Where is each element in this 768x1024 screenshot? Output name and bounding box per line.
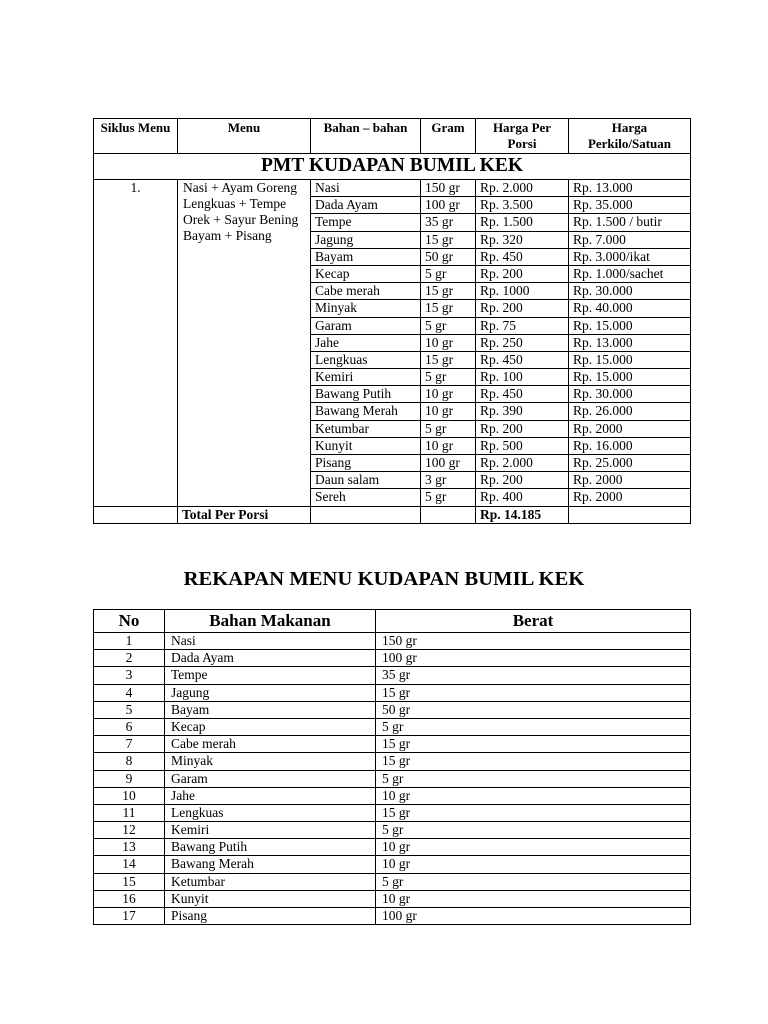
bahan-cell: Ketumbar bbox=[311, 420, 421, 437]
no-cell: 10 bbox=[94, 787, 165, 804]
gram-cell: 5 gr bbox=[421, 369, 476, 386]
berat-cell: 5 gr bbox=[376, 873, 691, 890]
bahan-cell: Bayam bbox=[311, 248, 421, 265]
bahan-cell: Sereh bbox=[311, 489, 421, 506]
bahan-cell: Jahe bbox=[311, 334, 421, 351]
total-row bbox=[94, 506, 691, 523]
bahan-makanan-cell: Garam bbox=[165, 770, 376, 787]
gram-cell: 15 gr bbox=[421, 231, 476, 248]
gram-cell: 5 gr bbox=[421, 317, 476, 334]
gram-cell: 35 gr bbox=[421, 214, 476, 231]
bahan-makanan-cell: Bayam bbox=[165, 701, 376, 718]
table-row bbox=[94, 873, 691, 890]
header-no: No bbox=[94, 610, 165, 633]
harga-kilo-cell: Rp. 30.000 bbox=[569, 386, 691, 403]
table-title-row bbox=[94, 154, 691, 180]
harga-kilo-cell: Rp. 13.000 bbox=[569, 334, 691, 351]
berat-cell: 15 gr bbox=[376, 736, 691, 753]
harga-porsi-cell: Rp. 250 bbox=[476, 334, 569, 351]
harga-porsi-cell: Rp. 450 bbox=[476, 248, 569, 265]
harga-kilo-cell: Rp. 30.000 bbox=[569, 283, 691, 300]
harga-porsi-cell: Rp. 1.500 bbox=[476, 214, 569, 231]
harga-kilo-cell: Rp. 3.000/ikat bbox=[569, 248, 691, 265]
bahan-cell: Kunyit bbox=[311, 437, 421, 454]
berat-cell: 15 gr bbox=[376, 753, 691, 770]
harga-kilo-cell: Rp. 25.000 bbox=[569, 455, 691, 472]
harga-porsi-cell: Rp. 75 bbox=[476, 317, 569, 334]
table-row bbox=[94, 701, 691, 718]
no-cell: 15 bbox=[94, 873, 165, 890]
table-row bbox=[94, 667, 691, 684]
berat-cell: 10 gr bbox=[376, 856, 691, 873]
gram-cell: 15 gr bbox=[421, 300, 476, 317]
berat-cell: 10 gr bbox=[376, 839, 691, 856]
berat-cell: 100 gr bbox=[376, 908, 691, 925]
bahan-makanan-cell: Pisang bbox=[165, 908, 376, 925]
bahan-makanan-cell: Nasi bbox=[165, 633, 376, 650]
bahan-cell: Bawang Putih bbox=[311, 386, 421, 403]
total-empty-cell bbox=[421, 506, 476, 523]
bahan-makanan-cell: Jahe bbox=[165, 787, 376, 804]
table-row bbox=[94, 736, 691, 753]
recap-table bbox=[93, 609, 691, 925]
harga-porsi-cell: Rp. 200 bbox=[476, 420, 569, 437]
recap-heading: REKAPAN MENU KUDAPAN BUMIL KEK bbox=[183, 568, 585, 590]
table-row bbox=[94, 180, 691, 197]
no-cell: 5 bbox=[94, 701, 165, 718]
table-row bbox=[94, 804, 691, 821]
harga-porsi-cell: Rp. 200 bbox=[476, 265, 569, 282]
no-cell: 9 bbox=[94, 770, 165, 787]
no-cell: 4 bbox=[94, 684, 165, 701]
gram-cell: 5 gr bbox=[421, 489, 476, 506]
bahan-makanan-cell: Minyak bbox=[165, 753, 376, 770]
harga-porsi-cell: Rp. 1000 bbox=[476, 283, 569, 300]
table-row bbox=[94, 633, 691, 650]
bahan-makanan-cell: Bawang Putih bbox=[165, 839, 376, 856]
bahan-makanan-cell: Bawang Merah bbox=[165, 856, 376, 873]
header-bahan-makanan: Bahan Makanan bbox=[165, 610, 376, 633]
gram-cell: 50 gr bbox=[421, 248, 476, 265]
harga-kilo-cell: Rp. 26.000 bbox=[569, 403, 691, 420]
no-cell: 14 bbox=[94, 856, 165, 873]
table-row bbox=[94, 856, 691, 873]
total-empty-cell bbox=[311, 506, 421, 523]
harga-porsi-cell: Rp. 320 bbox=[476, 231, 569, 248]
harga-kilo-cell: Rp. 15.000 bbox=[569, 317, 691, 334]
bahan-makanan-cell: Cabe merah bbox=[165, 736, 376, 753]
table-title: PMT KUDAPAN BUMIL KEK bbox=[94, 154, 691, 180]
bahan-makanan-cell: Kemiri bbox=[165, 822, 376, 839]
harga-porsi-cell: Rp. 100 bbox=[476, 369, 569, 386]
harga-kilo-cell: Rp. 2000 bbox=[569, 489, 691, 506]
bahan-cell: Nasi bbox=[311, 180, 421, 197]
table-header-row bbox=[94, 610, 691, 633]
berat-cell: 5 gr bbox=[376, 718, 691, 735]
harga-kilo-cell: Rp. 40.000 bbox=[569, 300, 691, 317]
berat-cell: 15 gr bbox=[376, 684, 691, 701]
harga-kilo-cell: Rp. 16.000 bbox=[569, 437, 691, 454]
header-gram: Gram bbox=[421, 119, 476, 154]
gram-cell: 10 gr bbox=[421, 403, 476, 420]
bahan-cell: Daun salam bbox=[311, 472, 421, 489]
no-cell: 13 bbox=[94, 839, 165, 856]
siklus-cell: 1. bbox=[94, 180, 178, 507]
table-row bbox=[94, 890, 691, 907]
harga-kilo-cell: Rp. 1.500 / butir bbox=[569, 214, 691, 231]
no-cell: 8 bbox=[94, 753, 165, 770]
gram-cell: 100 gr bbox=[421, 455, 476, 472]
header-bahan: Bahan – bahan bbox=[311, 119, 421, 154]
gram-cell: 10 gr bbox=[421, 386, 476, 403]
harga-porsi-cell: Rp. 2.000 bbox=[476, 180, 569, 197]
berat-cell: 150 gr bbox=[376, 633, 691, 650]
berat-cell: 5 gr bbox=[376, 822, 691, 839]
bahan-cell: Cabe merah bbox=[311, 283, 421, 300]
table-row bbox=[94, 839, 691, 856]
gram-cell: 150 gr bbox=[421, 180, 476, 197]
pmt-menu-table bbox=[93, 118, 691, 524]
gram-cell: 5 gr bbox=[421, 420, 476, 437]
harga-porsi-cell: Rp. 450 bbox=[476, 351, 569, 368]
no-cell: 12 bbox=[94, 822, 165, 839]
total-label: Total Per Porsi bbox=[178, 506, 311, 523]
table-row bbox=[94, 684, 691, 701]
bahan-cell: Lengkuas bbox=[311, 351, 421, 368]
harga-kilo-cell: Rp. 35.000 bbox=[569, 197, 691, 214]
bahan-cell: Garam bbox=[311, 317, 421, 334]
bahan-cell: Tempe bbox=[311, 214, 421, 231]
berat-cell: 10 gr bbox=[376, 787, 691, 804]
total-empty-cell bbox=[94, 506, 178, 523]
berat-cell: 15 gr bbox=[376, 804, 691, 821]
harga-kilo-cell: Rp. 2000 bbox=[569, 472, 691, 489]
bahan-cell: Kemiri bbox=[311, 369, 421, 386]
berat-cell: 100 gr bbox=[376, 650, 691, 667]
total-empty-cell bbox=[569, 506, 691, 523]
harga-porsi-cell: Rp. 500 bbox=[476, 437, 569, 454]
harga-kilo-cell: Rp. 2000 bbox=[569, 420, 691, 437]
bahan-makanan-cell: Kecap bbox=[165, 718, 376, 735]
no-cell: 17 bbox=[94, 908, 165, 925]
harga-porsi-cell: Rp. 450 bbox=[476, 386, 569, 403]
gram-cell: 5 gr bbox=[421, 265, 476, 282]
berat-cell: 50 gr bbox=[376, 701, 691, 718]
harga-kilo-cell: Rp. 15.000 bbox=[569, 369, 691, 386]
harga-porsi-cell: Rp. 390 bbox=[476, 403, 569, 420]
bahan-cell: Pisang bbox=[311, 455, 421, 472]
table-row bbox=[94, 908, 691, 925]
bahan-makanan-cell: Kunyit bbox=[165, 890, 376, 907]
harga-porsi-cell: Rp. 400 bbox=[476, 489, 569, 506]
gram-cell: 3 gr bbox=[421, 472, 476, 489]
no-cell: 6 bbox=[94, 718, 165, 735]
no-cell: 11 bbox=[94, 804, 165, 821]
bahan-makanan-cell: Dada Ayam bbox=[165, 650, 376, 667]
table-row bbox=[94, 718, 691, 735]
header-harga-perkilo: Harga Perkilo/Satuan bbox=[569, 119, 691, 154]
header-siklus-menu: Siklus Menu bbox=[94, 119, 178, 154]
gram-cell: 10 gr bbox=[421, 334, 476, 351]
bahan-makanan-cell: Jagung bbox=[165, 684, 376, 701]
harga-porsi-cell: Rp. 2.000 bbox=[476, 455, 569, 472]
bahan-makanan-cell: Tempe bbox=[165, 667, 376, 684]
bahan-cell: Jagung bbox=[311, 231, 421, 248]
bahan-cell: Kecap bbox=[311, 265, 421, 282]
header-harga-per-porsi: Harga Per Porsi bbox=[476, 119, 569, 154]
menu-cell: Nasi + Ayam Goreng Lengkuas + Tempe Orek + Sayur Bening Bayam + Pisang bbox=[178, 180, 311, 507]
total-value: Rp. 14.185 bbox=[476, 506, 569, 523]
table-row bbox=[94, 650, 691, 667]
header-berat: Berat bbox=[376, 610, 691, 633]
harga-porsi-cell: Rp. 200 bbox=[476, 472, 569, 489]
berat-cell: 35 gr bbox=[376, 667, 691, 684]
berat-cell: 5 gr bbox=[376, 770, 691, 787]
table-row bbox=[94, 753, 691, 770]
no-cell: 1 bbox=[94, 633, 165, 650]
gram-cell: 15 gr bbox=[421, 283, 476, 300]
table-header-row bbox=[94, 119, 691, 154]
harga-kilo-cell: Rp. 1.000/sachet bbox=[569, 265, 691, 282]
table-row bbox=[94, 770, 691, 787]
gram-cell: 10 gr bbox=[421, 437, 476, 454]
header-menu: Menu bbox=[178, 119, 311, 154]
gram-cell: 15 gr bbox=[421, 351, 476, 368]
bahan-cell: Minyak bbox=[311, 300, 421, 317]
bahan-cell: Bawang Merah bbox=[311, 403, 421, 420]
gram-cell: 100 gr bbox=[421, 197, 476, 214]
table-row bbox=[94, 787, 691, 804]
table-row bbox=[94, 822, 691, 839]
berat-cell: 10 gr bbox=[376, 890, 691, 907]
no-cell: 3 bbox=[94, 667, 165, 684]
bahan-makanan-cell: Lengkuas bbox=[165, 804, 376, 821]
bahan-cell: Dada Ayam bbox=[311, 197, 421, 214]
harga-porsi-cell: Rp. 3.500 bbox=[476, 197, 569, 214]
harga-porsi-cell: Rp. 200 bbox=[476, 300, 569, 317]
harga-kilo-cell: Rp. 15.000 bbox=[569, 351, 691, 368]
bahan-makanan-cell: Ketumbar bbox=[165, 873, 376, 890]
harga-kilo-cell: Rp. 7.000 bbox=[569, 231, 691, 248]
no-cell: 16 bbox=[94, 890, 165, 907]
no-cell: 7 bbox=[94, 736, 165, 753]
harga-kilo-cell: Rp. 13.000 bbox=[569, 180, 691, 197]
no-cell: 2 bbox=[94, 650, 165, 667]
